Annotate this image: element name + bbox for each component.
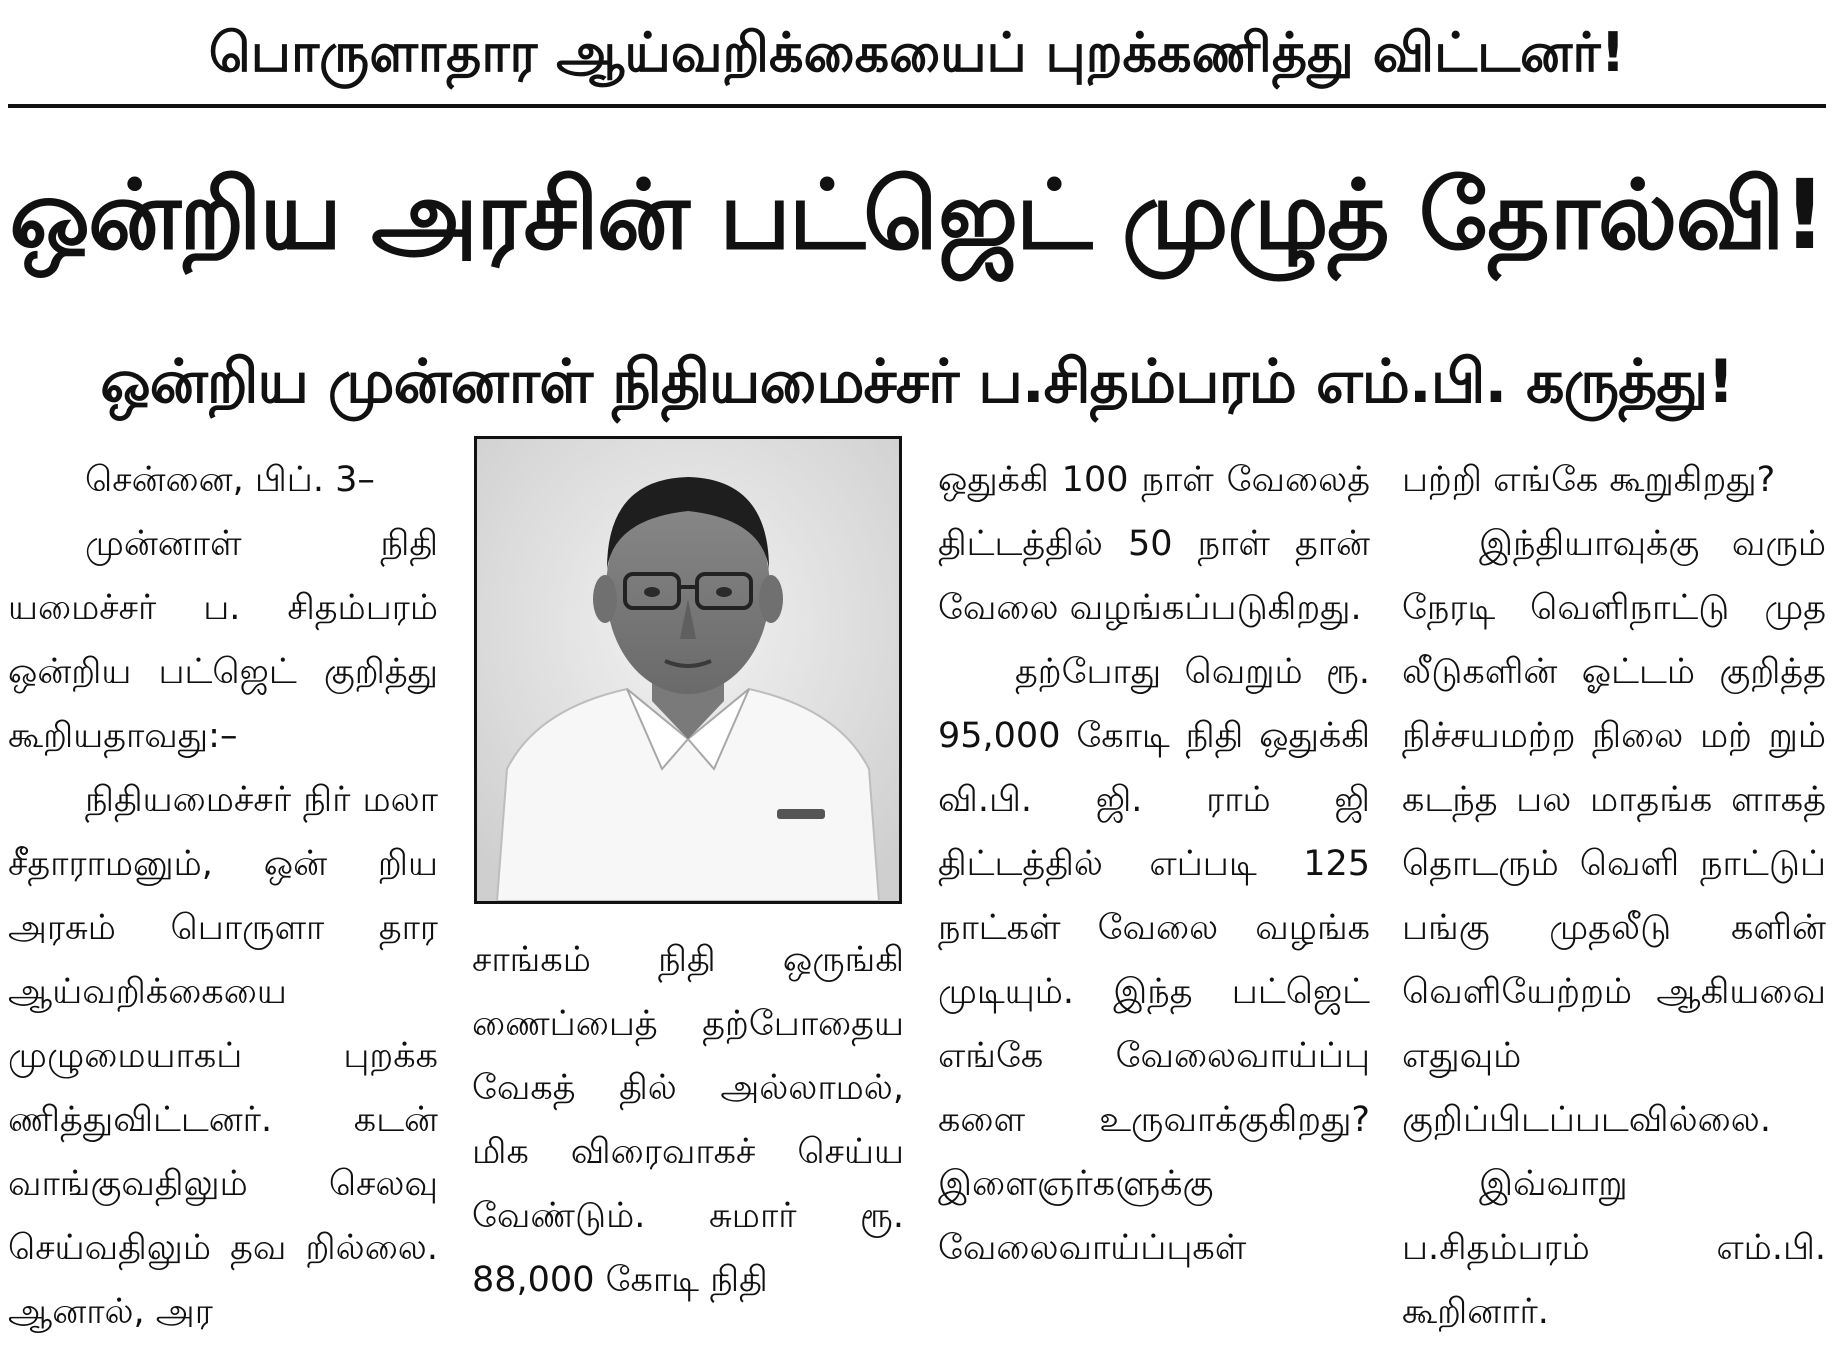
article-paragraph: ஒதுக்கி 100 நாள் வேலைத் திட்டத்தில் 50 நாள் தான் வேலை வழங்கப்படுகிறது. [938,460,1370,628]
article-column-4 [1402,448,1826,1354]
kicker-line: பொருளாதார ஆய்வறிக்கையைப் புறக்கணித்து விட்டனர்! [208,21,1626,84]
article-paragraph: தற்போது வெறும் ரூ. 95,000 கோடி நிதி ஒதுக்கி வி.பி. ஜி. ராம் ஜி திட்டத்தில் எப்படி 125 நாட்கள் வேலை வழங்க முடியும். இந்த பட்ஜெட் எங்கே வேலைவாய்ப்பு களை உருவாக்குகிறது? இளைஞர்களுக்கு வேலைவாய்ப்புகள் [938,652,1370,1268]
portrait-image [477,439,899,901]
article-paragraph: இந்தியாவுக்கு வரும் நேரடி வெளிநாட்டு முத லீடுகளின் ஓட்டம் குறித்த நிச்சயமற்ற நிலை மற் றும் கடந்த பல மாதங்க ளாகத் தொடரும் வெளி நாட்டுப் பங்கு முதலீடு களின் வெளியேற்றம் ஆகியவை எதுவும் குறிப்பிடப்படவில்லை. [1402,524,1826,1140]
subheadline: ஒன்றிய முன்னாள் நிதியமைச்சர் ப.சிதம்பரம் எம்.பி. கருத்து! [100,347,1734,417]
article-column-3 [938,448,1370,1354]
article-paragraph: முன்னாள் நிதி யமைச்சர் ப. சிதம்பரம் ஒன்றிய பட்ஜெட் குறித்து கூறியதாவது:– [8,524,438,756]
article-paragraph: சாங்கம் நிதி ஒருங்கி ணைப்பைத் தற்போதைய வேகத் தில் அல்லாமல், மிக விரைவாகச் செய்ய வேண்டும். சுமார் ரூ. 88,000 கோடி நிதி [472,940,904,1300]
article-paragraph: பற்றி எங்கே கூறுகிறது? [1402,460,1776,500]
article-column-1 [8,448,438,1354]
article-paragraph: இவ்வாறு ப.சிதம்பரம் எம்.பி. கூறினார். [1402,1164,1826,1332]
portrait-photo [474,436,902,904]
dateline: சென்னை, பிப். 3– [85,460,375,500]
kicker-underline [8,104,1826,108]
article-column-2 [472,928,904,1354]
headline: ஒன்றிய அரசின் பட்ஜெட் முழுத் தோல்வி! [9,159,1825,271]
article-paragraph: நிதியமைச்சர் நிர் மலா சீதாராமனும், ஒன் றிய அரசும் பொருளா தார ஆய்வறிக்கையை முழுமையாகப் புறக்க ணித்துவிட்டனர். கடன் வாங்குவதிலும் செலவு செய்வதிலும் தவ றில்லை. ஆனால், அர [8,780,438,1332]
